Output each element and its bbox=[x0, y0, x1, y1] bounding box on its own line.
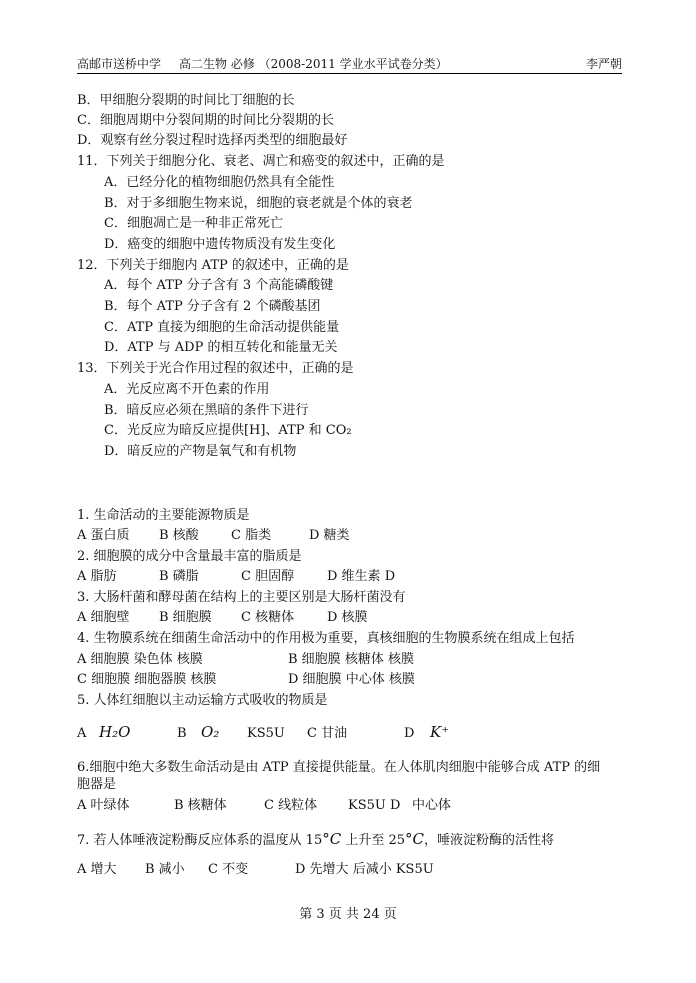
degree-celsius: °C bbox=[322, 830, 342, 848]
course-title: 高二生物 必修 （2008-2011 学业水平试卷分类） bbox=[179, 57, 448, 71]
ks5u-mark: KS5U bbox=[247, 726, 285, 741]
q4-option-b: B 细胞膜 核糖体 核膜 bbox=[288, 652, 414, 667]
q11-option-c: C．细胞凋亡是一种非正常死亡 bbox=[104, 216, 283, 231]
q11-stem: 11．下列关于细胞分化、衰老、凋亡和癌变的叙述中，正确的是 bbox=[77, 154, 445, 169]
q5-stem: 5. 人体红细胞以主动运输方式吸收的物质是 bbox=[77, 693, 328, 708]
q5-option-a-formula: H₂O bbox=[99, 723, 131, 741]
q11-option-d: D．癌变的细胞中遗传物质没有发生变化 bbox=[104, 237, 336, 252]
q13-option-b: B．暗反应必须在黑暗的条件下进行 bbox=[104, 403, 309, 418]
q13-option-c: C．光反应为暗反应提供[H]、ATP 和 CO₂ bbox=[104, 423, 352, 438]
page-number: 第 3 页 共 24 页 bbox=[299, 907, 397, 922]
q4-option-d: D 细胞膜 中心体 核膜 bbox=[288, 672, 415, 687]
q2-option-a: A 脂肪 bbox=[77, 569, 117, 584]
q5-option-c: C 甘油 bbox=[307, 726, 348, 741]
teacher-name: 李严朝 bbox=[585, 57, 622, 71]
q3-stem: 3. 大肠杆菌和酵母菌在结构上的主要区别是大肠杆菌没有 bbox=[77, 590, 406, 605]
q4-options-row2 bbox=[77, 672, 415, 688]
q3-option-a: A 细胞壁 bbox=[77, 610, 130, 625]
q2-option-d: D 维生素 D bbox=[327, 569, 396, 584]
q10-option-b: B．甲细胞分裂期的时间比丁细胞的长 bbox=[77, 93, 295, 108]
q2-option-b: B 磷脂 bbox=[159, 569, 199, 584]
q7-stem: 7. 若人体唾液淀粉酶反应体系的温度从 15°C 上升至 25°C，唾液淀粉酶的活性将 bbox=[77, 830, 555, 848]
q4-option-a: A 细胞膜 染色体 核膜 bbox=[77, 652, 203, 667]
q4-options-row1 bbox=[77, 652, 414, 668]
q12-option-d: D．ATP 与 ADP 的相互转化和能量无关 bbox=[104, 340, 338, 355]
q5-options bbox=[77, 724, 449, 742]
q7-option-a: A 增大 bbox=[77, 862, 117, 877]
q6-option-d: 中心体 bbox=[412, 798, 452, 813]
q12-stem: 12．下列关于细胞内 ATP 的叙述中，正确的是 bbox=[77, 258, 349, 273]
q1-option-d: D 糖类 bbox=[309, 528, 350, 543]
q13-option-d: D．暗反应的产物是氧气和有机物 bbox=[104, 444, 297, 459]
q3-options bbox=[77, 610, 368, 626]
q1-options bbox=[77, 528, 350, 544]
q7-option-d: D 先增大 后减小 KS5U bbox=[295, 862, 434, 877]
degree-celsius: °C bbox=[405, 830, 424, 848]
q11-option-b: B．对于多细胞生物来说，细胞的衰老就是个体的衰老 bbox=[104, 196, 413, 211]
q13-option-a: A．光反应离不开色素的作用 bbox=[104, 382, 270, 397]
q6-stem-line1: 6.细胞中绝大多数生命活动是由 ATP 直接提供能量。在人体肌肉细胞中能够合成 ATP 的细 bbox=[77, 760, 601, 775]
q2-options bbox=[77, 569, 395, 585]
q12-option-a: A．每个 ATP 分子含有 3 个高能磷酸键 bbox=[104, 278, 334, 293]
q6-options bbox=[77, 798, 451, 814]
q3-option-d: D 核膜 bbox=[327, 610, 368, 625]
q5-option-b-label: B bbox=[177, 726, 187, 741]
q6-option-b: B 核糖体 bbox=[174, 798, 227, 813]
q5-option-d-formula: K⁺ bbox=[430, 723, 450, 741]
q7-option-c: C 不变 bbox=[208, 862, 249, 877]
q5-option-d-label: D bbox=[404, 726, 415, 741]
q13-stem: 13．下列关于光合作用过程的叙述中，正确的是 bbox=[77, 361, 354, 376]
q3-option-c: C 核糖体 bbox=[241, 610, 295, 625]
q12-option-c: C．ATP 直接为细胞的生命活动提供能量 bbox=[104, 320, 340, 335]
q1-option-a: A 蛋白质 bbox=[77, 528, 130, 543]
q1-stem: 1. 生命活动的主要能源物质是 bbox=[77, 508, 250, 523]
q6-option-a: A 叶绿体 bbox=[77, 798, 130, 813]
q7-options bbox=[77, 862, 434, 878]
q10-option-d: D．观察有丝分裂过程时选择丙类型的细胞最好 bbox=[77, 133, 348, 148]
q7-option-b: B 减小 bbox=[145, 862, 185, 877]
q1-option-c: C 脂类 bbox=[231, 528, 272, 543]
q1-option-b: B 核酸 bbox=[159, 528, 199, 543]
q2-stem: 2. 细胞膜的成分中含量最丰富的脂质是 bbox=[77, 549, 302, 564]
q6-option-d-label: KS5U D bbox=[348, 798, 401, 813]
q5-option-a-label: A bbox=[77, 726, 87, 741]
q6-stem-line2: 胞器是 bbox=[77, 777, 117, 792]
q4-option-c: C 细胞膜 细胞器膜 核膜 bbox=[77, 672, 217, 687]
q4-stem: 4. 生物膜系统在细菌生命活动中的作用极为重要，真核细胞的生物膜系统在组成上包括 bbox=[77, 631, 575, 646]
q2-option-c: C 胆固醇 bbox=[241, 569, 295, 584]
q10-option-c: C．细胞周期中分裂间期的时间比分裂期的长 bbox=[77, 113, 334, 128]
q11-option-a: A．已经分化的植物细胞仍然具有全能性 bbox=[104, 175, 335, 190]
q6-option-c: C 线粒体 bbox=[264, 798, 318, 813]
school-name: 高邮市送桥中学 bbox=[77, 57, 162, 71]
page-header bbox=[77, 55, 622, 74]
q5-option-b-formula: O₂ bbox=[201, 723, 220, 741]
q12-option-b: B．每个 ATP 分子含有 2 个磷酸基团 bbox=[104, 299, 321, 314]
q3-option-b: B 细胞膜 bbox=[159, 610, 212, 625]
